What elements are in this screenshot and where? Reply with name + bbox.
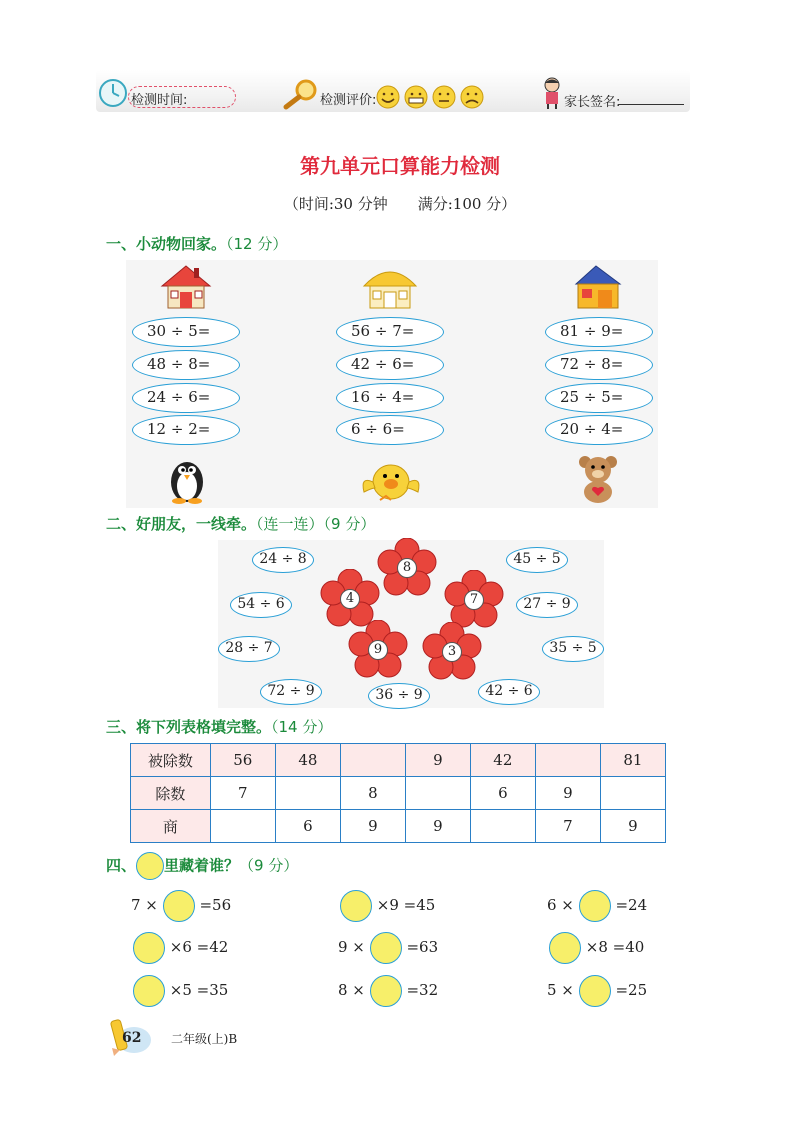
table-cell[interactable]: [535, 744, 600, 777]
equation: ×8 =40: [549, 930, 644, 964]
row-header: 商: [131, 810, 211, 843]
table-row: [131, 777, 666, 810]
table-cell[interactable]: 48: [275, 744, 340, 777]
section3-heading: [106, 716, 332, 737]
table-cell[interactable]: [275, 777, 340, 810]
expression-oval[interactable]: 72 ÷ 9: [260, 679, 322, 705]
flower[interactable]: [377, 538, 437, 598]
neutral-face-icon: [433, 86, 455, 108]
teddy-bear-icon: [576, 452, 620, 504]
table-cell[interactable]: 9: [405, 810, 470, 843]
expression-oval[interactable]: 36 ÷ 9: [368, 683, 430, 709]
answer-circle[interactable]: [340, 890, 372, 922]
flower-number: 3: [442, 642, 462, 662]
answer-circle[interactable]: [370, 975, 402, 1007]
grade-label: 二年级(上)B: [171, 1032, 238, 1046]
table-cell[interactable]: [470, 810, 535, 843]
table-cell[interactable]: [405, 777, 470, 810]
table-row: [131, 744, 666, 777]
equation: 5 × =25: [547, 973, 647, 1007]
division-oval: 48 ÷ 8=: [132, 350, 240, 380]
answer-circle[interactable]: [579, 890, 611, 922]
flower[interactable]: [348, 620, 408, 680]
table-cell[interactable]: 9: [600, 810, 665, 843]
equation: 9 × =63: [338, 930, 438, 964]
division-oval: 12 ÷ 2=: [132, 415, 240, 445]
table-cell[interactable]: 8: [340, 777, 405, 810]
expression-oval[interactable]: 45 ÷ 5: [506, 547, 568, 573]
page-title: 第九单元口算能力检测: [300, 154, 500, 178]
table-cell[interactable]: 9: [340, 810, 405, 843]
magnifier-icon: [282, 78, 320, 110]
blue-house-icon: [574, 262, 622, 310]
division-oval: 24 ÷ 6=: [132, 383, 240, 413]
expression-oval[interactable]: 27 ÷ 9: [516, 592, 578, 618]
flower-number: 8: [397, 558, 417, 578]
section1-points: （12 分）: [226, 235, 288, 253]
row-header: 除数: [131, 777, 211, 810]
happy-face-icon: [377, 86, 399, 108]
expression-oval[interactable]: 28 ÷ 7: [218, 636, 280, 662]
yellow-house-icon: [360, 262, 420, 310]
table-cell[interactable]: 9: [535, 777, 600, 810]
penguin-icon: [162, 452, 212, 504]
answer-circle[interactable]: [370, 932, 402, 964]
equation: ×5 =35: [133, 973, 228, 1007]
page-subtitle: （时间:30 分钟 满分:100 分）: [283, 195, 517, 213]
section4-title-pre: 四、: [106, 856, 137, 875]
parent-icon: [540, 76, 564, 110]
page-number: 62: [122, 1030, 142, 1046]
flower-number: 7: [464, 590, 484, 610]
equation: 6 × =24: [547, 888, 647, 922]
section2-points: （连一连）（9 分）: [256, 515, 376, 533]
section4-title-post: 里藏着谁？: [164, 856, 240, 875]
table-row: [131, 810, 666, 843]
flower-number: 9: [368, 640, 388, 660]
section1-heading: [106, 233, 287, 254]
parent-sign-field[interactable]: [618, 104, 684, 105]
section1-title: 一、小动物回家。: [106, 235, 227, 253]
table-cell[interactable]: 81: [600, 744, 665, 777]
sad-face-icon: [461, 86, 483, 108]
answer-circle[interactable]: [579, 975, 611, 1007]
expression-oval[interactable]: 35 ÷ 5: [542, 636, 604, 662]
division-oval: 6 ÷ 6=: [336, 415, 444, 445]
table-cell[interactable]: [340, 744, 405, 777]
answer-circle[interactable]: [549, 932, 581, 964]
table-cell[interactable]: 7: [535, 810, 600, 843]
parent-sign-label: 家长签名:: [564, 95, 621, 110]
time-label: 检测时间:: [131, 93, 188, 108]
table-cell[interactable]: 7: [210, 777, 275, 810]
table-cell[interactable]: [600, 777, 665, 810]
eval-label: 检测评价:: [320, 93, 377, 108]
table-cell[interactable]: 6: [275, 810, 340, 843]
answer-circle[interactable]: [163, 890, 195, 922]
division-oval: 25 ÷ 5=: [545, 383, 653, 413]
division-oval: 72 ÷ 8=: [545, 350, 653, 380]
table-cell[interactable]: 9: [405, 744, 470, 777]
section3-title: 三、将下列表格填完整。: [106, 718, 272, 736]
section4-points: （9 分）: [239, 856, 299, 875]
grin-face-icon: [405, 86, 427, 108]
division-oval: 42 ÷ 6=: [336, 350, 444, 380]
table-cell[interactable]: 56: [210, 744, 275, 777]
equation: 8 × =32: [338, 973, 438, 1007]
table-cell[interactable]: 6: [470, 777, 535, 810]
division-oval: 56 ÷ 7=: [336, 317, 444, 347]
section4-heading: [106, 852, 298, 880]
expression-oval[interactable]: 42 ÷ 6: [478, 679, 540, 705]
flower[interactable]: [422, 622, 482, 682]
chick-icon: [358, 452, 424, 504]
table-cell[interactable]: [210, 810, 275, 843]
emoji-ratings: [376, 84, 488, 110]
answer-circle[interactable]: [133, 975, 165, 1007]
section2-heading: [106, 513, 375, 534]
division-oval: 16 ÷ 4=: [336, 383, 444, 413]
flower[interactable]: [444, 570, 504, 630]
equation: 7 × =56: [131, 888, 231, 922]
section3-points: （14 分）: [271, 718, 333, 736]
answer-circle[interactable]: [133, 932, 165, 964]
row-header: 被除数: [131, 744, 211, 777]
section2-title: 二、好朋友，一线牵。: [106, 515, 257, 533]
equation: ×9 =45: [340, 888, 435, 922]
division-oval: 81 ÷ 9=: [545, 317, 653, 347]
red-house-icon: [160, 262, 212, 310]
division-oval: 30 ÷ 5=: [132, 317, 240, 347]
equation: ×6 =42: [133, 930, 228, 964]
blank-circle-icon: [136, 852, 164, 880]
division-oval: 20 ÷ 4=: [545, 415, 653, 445]
flower-number: 4: [340, 589, 360, 609]
expression-oval[interactable]: 24 ÷ 8: [252, 547, 314, 573]
table-cell[interactable]: 42: [470, 744, 535, 777]
clock-icon: [98, 78, 128, 108]
division-table: [130, 743, 666, 843]
expression-oval[interactable]: 54 ÷ 6: [230, 592, 292, 618]
